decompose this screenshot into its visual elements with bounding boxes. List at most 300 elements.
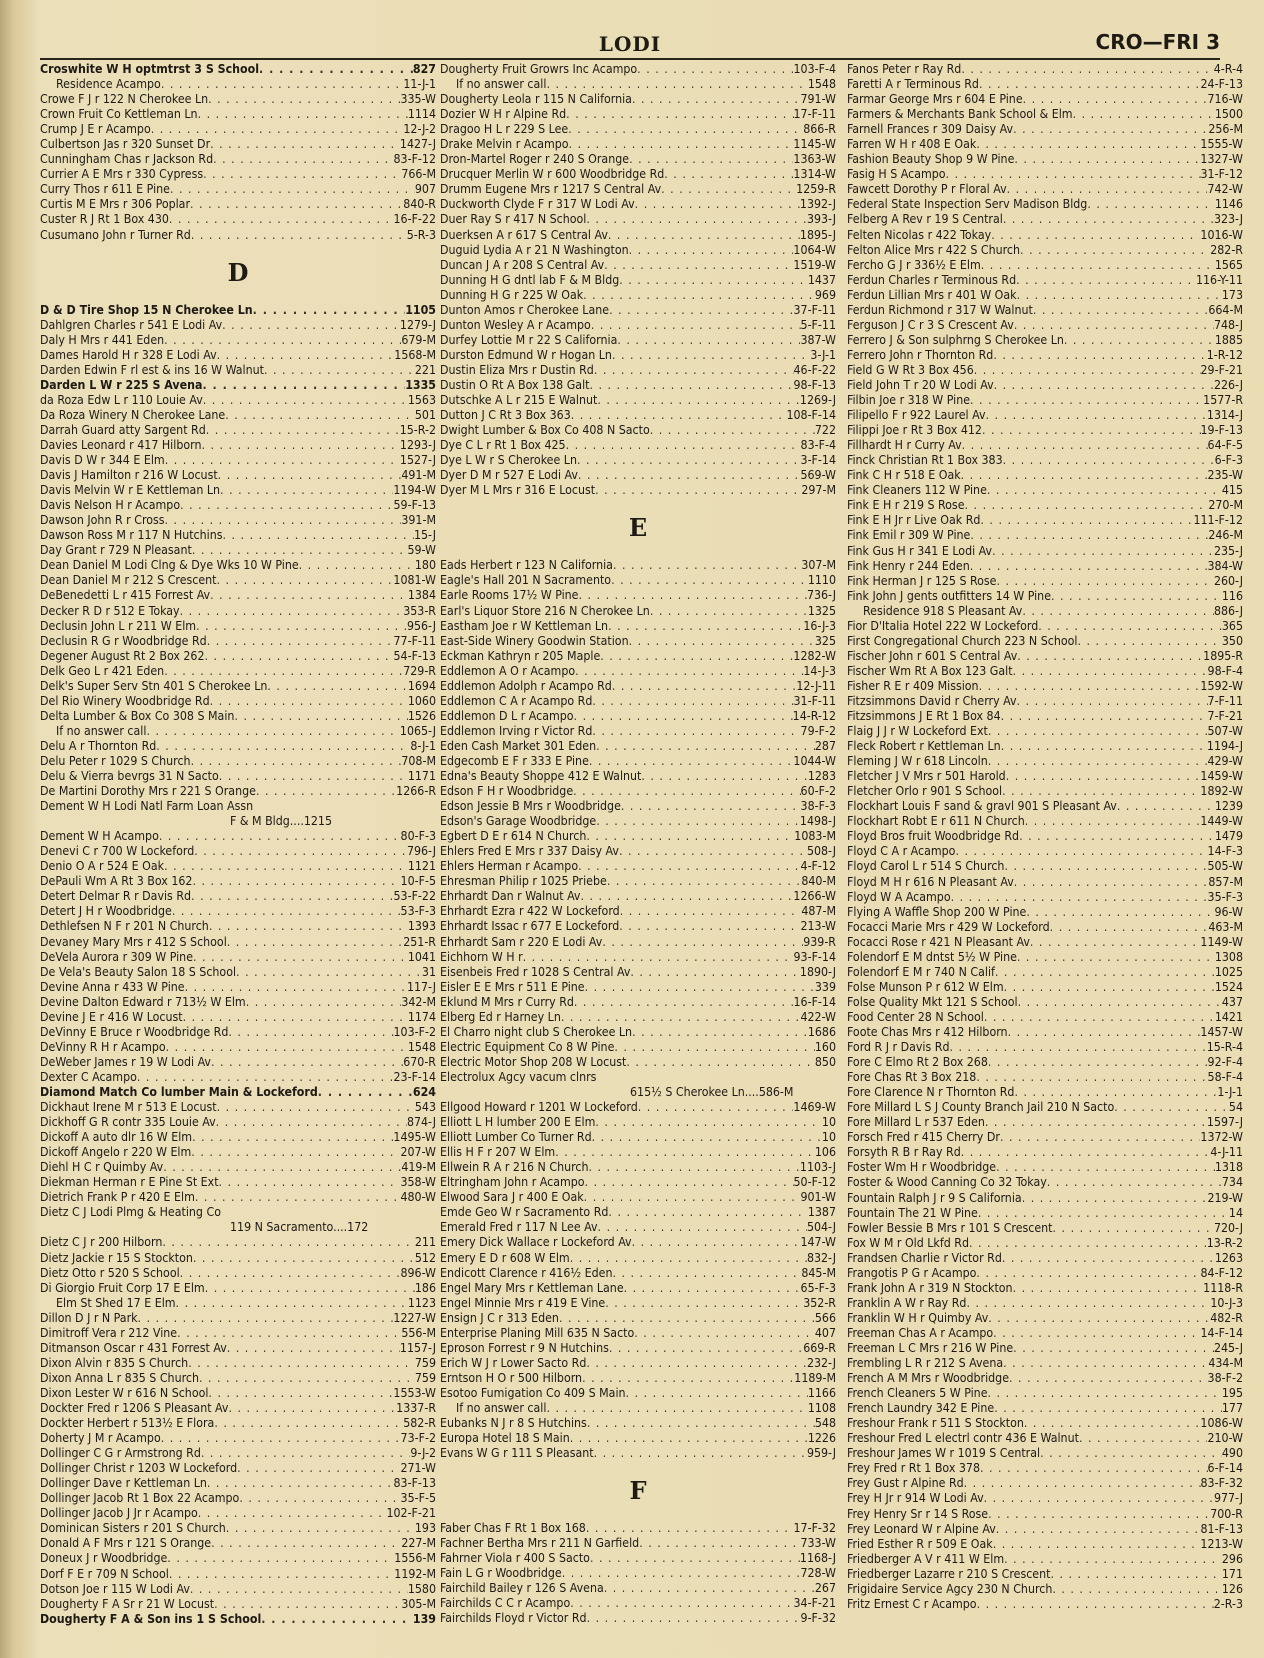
- listing-number: 1123: [407, 1295, 436, 1310]
- listing-number: 1266-W: [793, 889, 836, 904]
- listing-entry: [40, 1266, 436, 1281]
- listing-number: 1314-J: [1206, 408, 1243, 423]
- leader-dots: [1022, 1191, 1208, 1206]
- listing-number: 759: [414, 1355, 436, 1370]
- leader-dots: [592, 724, 800, 739]
- listing-entry: [847, 890, 1243, 905]
- listing-entry: [847, 829, 1243, 844]
- listing-number: 939-R: [803, 934, 836, 949]
- listing-name: Freeman Chas A r Acampo: [847, 1325, 994, 1340]
- listing-entry: [40, 1461, 436, 1476]
- leader-dots: [194, 844, 407, 859]
- leader-dots: [1023, 92, 1208, 107]
- listing-number: 31: [421, 964, 436, 979]
- leader-dots: [1052, 1582, 1222, 1597]
- listing-entry: [40, 152, 436, 167]
- listing-number: 501: [414, 407, 436, 422]
- leader-dots: [220, 483, 393, 498]
- listing-name: Forsyth R B r Ray Rd: [847, 1145, 961, 1160]
- listing-name: Fletcher Orlo r 901 S School: [847, 784, 1003, 799]
- listing-entry: [40, 438, 436, 453]
- leader-dots: [1117, 799, 1215, 814]
- listing-number: 437: [1221, 994, 1243, 1009]
- listing-number: 874-J: [406, 1115, 436, 1130]
- listing-number: 296: [1221, 1551, 1243, 1566]
- listing-entry: [440, 1160, 836, 1175]
- listing-entry: [847, 1236, 1243, 1251]
- listing-number: 759: [414, 1370, 436, 1385]
- leader-dots: [205, 649, 394, 664]
- leader-dots: [608, 1205, 807, 1220]
- listing-entry: [440, 1446, 836, 1461]
- listing-number: 53-F-22: [393, 889, 436, 904]
- listing-name: Fitzsimmons David r Cherry Av: [847, 693, 1017, 708]
- listing-entry: [440, 769, 836, 784]
- leader-dots: [598, 1220, 807, 1235]
- listing-name: Crowe F J r 122 N Cherokee Ln: [40, 92, 209, 107]
- listing-number: 669-R: [803, 1340, 836, 1355]
- listing-entry: [440, 1581, 836, 1596]
- listing-number: 14-J-3: [803, 663, 836, 678]
- listing-name: F & M Bldg: [230, 814, 290, 829]
- listing-name: Filbin Joe r 318 W Pine: [847, 393, 971, 408]
- listing-entry: [40, 543, 436, 558]
- leader-dots: [619, 844, 807, 859]
- leader-dots: [1001, 739, 1207, 754]
- listing-name: Edson's Garage Woodbridge: [440, 814, 597, 829]
- listing-name: Dollinger C G r Armstrong Rd: [40, 1446, 201, 1461]
- listing-name: Day Grant r 729 N Pleasant: [40, 543, 192, 558]
- listing-entry: [440, 1175, 836, 1190]
- listing-name: Federal State Inspection Serv Madison Bldg: [847, 197, 1088, 212]
- listing-entry: [847, 1296, 1243, 1311]
- listing-name: Devine Dalton Edward r 713½ W Elm: [40, 994, 246, 1009]
- listing-name: Frey Gust r Alpine Rd: [847, 1476, 964, 1491]
- listing-entry: [40, 318, 436, 333]
- listing-entry: [440, 950, 836, 965]
- listing-number: 857-M: [1208, 874, 1243, 889]
- leader-dots: [192, 543, 408, 558]
- listing-name: Frey H Jr r 914 W Lodi Av: [847, 1491, 984, 1506]
- listing-name: Fasig H S Acampo: [847, 167, 946, 182]
- listing-entry: [847, 453, 1243, 468]
- listing-number: 235-W: [1207, 468, 1243, 483]
- listing-number: 116: [1221, 588, 1243, 603]
- listing-entry: [40, 1567, 436, 1582]
- listing-number: 271-W: [400, 1461, 436, 1476]
- listing-number: 1083-M: [794, 829, 836, 844]
- leader-dots: [596, 814, 800, 829]
- listing-entry: [40, 634, 436, 649]
- listing-number: 31-F-12: [1200, 167, 1243, 182]
- listing-name: Dean Daniel M Lodi Clng & Dye Wks 10 W Pine: [40, 558, 299, 573]
- leader-dots: [961, 1145, 1211, 1160]
- listing-number: 720-J: [1213, 1220, 1243, 1235]
- listing-name: Elliott L H lumber 200 E Elm: [440, 1115, 596, 1130]
- listing-number: 1479: [1214, 829, 1243, 844]
- listing-entry: [40, 1025, 436, 1040]
- listing-entry: [847, 62, 1243, 77]
- listing-number: 708-M: [401, 753, 436, 768]
- listing-entry: [847, 709, 1243, 724]
- leader-dots: [546, 77, 807, 92]
- listing-number: 10: [821, 1130, 836, 1145]
- listing-name: Dorf F E r 709 N School: [40, 1566, 169, 1581]
- leader-dots: [597, 393, 800, 408]
- leader-dots: [267, 679, 407, 694]
- listing-entry: [440, 1611, 836, 1626]
- listing-entry: [440, 799, 836, 814]
- leader-dots: [976, 1070, 1207, 1085]
- listing-number: 37-F-11: [793, 302, 836, 317]
- listing-number: 490: [1221, 1446, 1243, 1461]
- listing-entry: [40, 1431, 436, 1446]
- listing-number: 1239: [1214, 799, 1243, 814]
- leader-dots: [962, 438, 1208, 453]
- listing-entry: [440, 393, 836, 408]
- listing-entry: [440, 1235, 836, 1250]
- listing-entry: [847, 1446, 1243, 1461]
- listing-entry: [440, 1311, 836, 1326]
- listing-number: 827: [412, 62, 436, 76]
- listing-entry: [40, 468, 436, 483]
- listing-entry: [440, 664, 836, 679]
- listing-name: Eddlemon A O r Acampo: [440, 663, 576, 678]
- listing-number: 393-J: [806, 212, 836, 227]
- listing-entry: [440, 212, 836, 227]
- listing-number: 193: [414, 1521, 436, 1536]
- listing-entry: [847, 1582, 1243, 1597]
- listing-entry: [440, 62, 836, 77]
- listing-name: Dames Harold H r 328 E Lodi Av: [40, 347, 217, 362]
- listing-number: 350: [1221, 633, 1243, 648]
- listing-name: Fink Henry r 244 Eden: [847, 558, 970, 573]
- listing-entry: [440, 1566, 836, 1581]
- listing-entry: [847, 528, 1243, 543]
- listing-name: Declusin R G r Woodbridge Rd: [40, 633, 207, 648]
- listing-name: Folendorf E M r 740 N Calif: [847, 964, 995, 979]
- listing-name: Friedberger A V r 411 W Elm: [847, 1551, 1005, 1566]
- listing-name: Freshour Frank r 511 S Stockton: [847, 1416, 1024, 1431]
- listing-name: Delu Peter r 1029 S Church: [40, 753, 191, 768]
- listing-name: Fairchild Bailey r 126 S Avena: [440, 1581, 604, 1596]
- listing-number: 227-M: [401, 1536, 436, 1551]
- listing-entry: [40, 664, 436, 679]
- listing-number: 1556-M: [394, 1551, 436, 1566]
- leader-dots: [191, 754, 402, 769]
- listing-name: Floyd W A Acampo: [847, 889, 951, 904]
- leader-dots: [214, 1597, 401, 1612]
- listing-number: 282-R: [1210, 242, 1243, 257]
- leader-dots: [626, 1055, 815, 1070]
- leader-dots: [1018, 995, 1222, 1010]
- listing-entry: [847, 995, 1243, 1010]
- listing-entry: [40, 1040, 436, 1055]
- listing-number: 11-J-1: [403, 77, 436, 92]
- listing-number: 23-F-14: [393, 1069, 436, 1084]
- listing-number: 1427-J: [399, 137, 436, 152]
- leader-dots: [218, 468, 402, 483]
- listing-name: Dillon D J r N Park: [40, 1310, 138, 1325]
- listing-number: 1500: [1214, 107, 1243, 122]
- leader-dots: [650, 423, 815, 438]
- leader-dots: [955, 844, 1207, 859]
- listing-entry: [847, 137, 1243, 152]
- listing-entry: [440, 1251, 836, 1266]
- listing-entry: [847, 1206, 1243, 1221]
- leader-dots: [1017, 950, 1215, 965]
- listing-name: Floyd C A r Acampo: [847, 844, 956, 859]
- leader-dots: [223, 528, 414, 543]
- leader-dots: [986, 408, 1207, 423]
- listing-name: Frembling L R r 212 S Avena: [847, 1356, 1004, 1371]
- leader-dots: [568, 122, 803, 137]
- listing-number: 1103-J: [799, 1160, 836, 1175]
- leader-dots: [1047, 1175, 1222, 1190]
- leader-dots: [993, 348, 1206, 363]
- listing-entry: [440, 1356, 836, 1371]
- leader-dots: [555, 1145, 815, 1160]
- listing-name: Floyd Carol L r 514 S Church: [847, 859, 1005, 874]
- listing-name: Dixon Anna L r 835 S Church: [40, 1370, 199, 1385]
- listing-entry: [847, 544, 1243, 559]
- listing-entry: [847, 468, 1243, 483]
- leader-dots: [1002, 1251, 1215, 1266]
- listing-entry: [40, 1055, 436, 1070]
- leader-dots: [1064, 333, 1215, 348]
- listing-entry: [40, 453, 436, 468]
- listing-name: Drucquer Merlin W r 600 Woodbridge Rd: [440, 167, 665, 182]
- listing-entry: [440, 122, 836, 137]
- listing-name: Dimitroff Vera r 212 Vine: [40, 1325, 178, 1340]
- listing-name: Egbert D E r 614 N Church: [440, 829, 587, 844]
- listing-name: French Laundry 342 E Pine: [847, 1401, 995, 1416]
- listing-entry: [440, 438, 836, 453]
- leader-dots: [169, 212, 394, 227]
- listing-number: 1189-M: [794, 1370, 836, 1385]
- listing-name: Emde Geo W r Sacramento Rd: [440, 1205, 609, 1220]
- leader-dots: [589, 754, 794, 769]
- leader-dots: [619, 273, 808, 288]
- listing-entry: [847, 1010, 1243, 1025]
- leader-dots: [166, 1040, 408, 1055]
- leader-dots: [1000, 1130, 1200, 1145]
- listing-entry: [847, 212, 1243, 227]
- listing-entry: [847, 1040, 1243, 1055]
- listing-number: 195: [1221, 1386, 1243, 1401]
- listing-number: 1269-J: [799, 393, 836, 408]
- listing-name: Food Center 28 N School: [847, 1009, 984, 1024]
- listing-entry: [440, 1266, 836, 1281]
- listing-number: 1885: [1214, 332, 1243, 347]
- leader-dots: [985, 1115, 1207, 1130]
- listing-name: Davis Nelson H r Acampo: [40, 498, 181, 513]
- listing-number: 2-R-3: [1213, 1596, 1243, 1611]
- leader-dots: [996, 1160, 1215, 1175]
- listing-name: Fairchilds C C r Acampo: [440, 1596, 571, 1611]
- listing-number: 1890-J: [799, 964, 836, 979]
- listing-name: Dougherty Leola r 115 N California: [440, 92, 632, 107]
- listing-number: 429-W: [1207, 754, 1243, 769]
- listing-entry: [40, 1416, 436, 1431]
- listing-entry: [847, 483, 1243, 498]
- listing-number: 65-F-3: [800, 1280, 836, 1295]
- listing-entry: [847, 393, 1243, 408]
- leader-dots: [993, 1537, 1201, 1552]
- listing-name: Dickhaut Irene M r 513 E Locust: [40, 1100, 217, 1115]
- listing-number: 548: [814, 1416, 836, 1431]
- listing-entry: [440, 844, 836, 859]
- listing-entry: [847, 243, 1243, 258]
- column-3: [847, 62, 1243, 1612]
- listing-entry: [847, 288, 1243, 303]
- listing-number: 480-W: [400, 1190, 436, 1205]
- listing-name: Fink C H r 518 E Oak: [847, 468, 961, 483]
- listing-entry: [847, 980, 1243, 995]
- leader-dots: [208, 92, 400, 107]
- listing-entry: [847, 1416, 1243, 1431]
- leader-dots: [961, 62, 1213, 77]
- listing-entry: [40, 558, 436, 573]
- listing-name: Filipello F r 922 Laurel Av: [847, 408, 986, 423]
- listing-number: 977-J: [1213, 1491, 1243, 1506]
- listing-entry: [440, 859, 836, 874]
- listing-name: Frey Leonard W r Alpine Av: [847, 1521, 996, 1536]
- listing-entry: [847, 814, 1243, 829]
- listing-name: Doneux J r Woodbridge: [40, 1551, 168, 1566]
- listing-number: 1118-R: [1203, 1280, 1243, 1295]
- listing-entry: [40, 122, 436, 137]
- listing-name: Frey Henry Sr r 14 S Rose: [847, 1506, 989, 1521]
- listing-number: 670-R: [403, 1054, 436, 1069]
- listing-entry: [847, 1476, 1243, 1491]
- listing-name: Folendorf E M dntst 5½ W Pine: [847, 949, 1017, 964]
- listing-name: Eastham Joe r W Kettleman Ln: [440, 618, 609, 633]
- leader-dots: [1026, 905, 1214, 920]
- leader-dots: [228, 1401, 396, 1416]
- leader-dots: [988, 724, 1208, 739]
- listing-entry: [40, 1281, 436, 1296]
- leader-dots: [607, 874, 802, 889]
- listing-name: Forsch Fred r 415 Cherry Dr: [847, 1130, 1000, 1145]
- listing-entry: [40, 604, 436, 619]
- leader-dots: [595, 483, 801, 498]
- leader-dots: [612, 1266, 801, 1281]
- leader-dots: [976, 137, 1200, 152]
- listing-name: Eddlemon Adolph r Acampo Rd: [440, 678, 612, 693]
- column-1: [40, 62, 436, 1627]
- header-rule: [40, 58, 1220, 60]
- listing-number: 17-F-11: [793, 107, 836, 122]
- leader-dots: [978, 1206, 1229, 1221]
- leader-dots: [1004, 1552, 1222, 1567]
- listing-number: 1283: [807, 769, 836, 784]
- listing-entry: [440, 649, 836, 664]
- listing-name: Freeman L C Mrs r 216 W Pine: [847, 1340, 1014, 1355]
- listing-name: DeWeber James r 19 W Lodi Av: [40, 1054, 211, 1069]
- listing-number: 1016-W: [1200, 227, 1243, 242]
- listing-number: 102-F-21: [386, 1506, 436, 1521]
- leader-dots: [604, 1581, 815, 1596]
- listing-number: 19-F-13: [1200, 423, 1243, 438]
- listing-entry: [40, 919, 436, 934]
- listing-entry: [440, 874, 836, 889]
- listing-number: 1279-J: [399, 317, 436, 332]
- listing-name: Emery Dick Wallace r Lockeford Av: [440, 1235, 632, 1250]
- listing-name: Electrolux Agcy vacum clnrs: [440, 1069, 597, 1084]
- listing-name: Foster & Wood Canning Co 32 Tokay: [847, 1175, 1047, 1190]
- listing-name: De Martini Dorothy Mrs r 221 S Orange: [40, 784, 256, 799]
- leader-dots: [965, 498, 1209, 513]
- page-range-label: CRO—FRI 3: [1095, 30, 1220, 54]
- leader-dots: [216, 1115, 407, 1130]
- listing-number: 10-F-5: [400, 874, 436, 889]
- listing-entry: [40, 1446, 436, 1461]
- listing-entry: [40, 844, 436, 859]
- listing-name: French Cleaners 5 W Pine: [847, 1386, 988, 1401]
- leader-dots: [1014, 318, 1214, 333]
- leader-dots: [165, 453, 400, 468]
- listing-number: 207-W: [400, 1145, 436, 1160]
- listing-name: Eckman Kathryn r 205 Maple: [440, 648, 601, 663]
- leader-dots: [205, 1281, 415, 1296]
- listing-number: 1266-R: [396, 784, 436, 799]
- listing-number: 1293-J: [399, 437, 436, 452]
- listing-name: Finck Christian Rt 1 Box 383: [847, 453, 1003, 468]
- listing-entry: [440, 1596, 836, 1611]
- listing-name: Filippi Joe r Rt 3 Box 412: [847, 423, 982, 438]
- listing-number: 766-M: [401, 167, 436, 182]
- listing-name: Ensign J C r 313 Eden: [440, 1310, 559, 1325]
- leader-dots: [979, 77, 1201, 92]
- listing-name: Ferdun Richmond r 317 W Walnut: [847, 302, 1033, 317]
- leader-dots: [570, 1596, 793, 1611]
- listing-entry: [440, 258, 836, 273]
- listing-name: Engel Minnie Mrs r 419 E Vine: [440, 1295, 606, 1310]
- leader-dots: [161, 1431, 401, 1446]
- leader-dots: [1016, 273, 1196, 288]
- listing-name: Davis D W r 344 E Elm: [40, 453, 165, 468]
- leader-dots: [587, 1611, 801, 1626]
- listing-number: 221: [414, 362, 436, 377]
- listing-name: Eproson Forrest r 9 N Hutchins: [440, 1340, 609, 1355]
- listing-name: Fawcett Dorothy P r Floral Av: [847, 182, 1007, 197]
- listing-name: Edson F H r Woodbridge: [440, 784, 574, 799]
- listing-number: 1495-W: [393, 1130, 436, 1145]
- leader-dots: [1001, 709, 1208, 724]
- listing-entry: [440, 980, 836, 995]
- listing-number: 700-R: [1210, 1506, 1243, 1521]
- listing-name: Frank John A r 319 N Stockton: [847, 1280, 1013, 1295]
- leader-dots: [234, 709, 407, 724]
- section-letter: F: [629, 1476, 647, 1506]
- listing-number: 796-J: [406, 844, 436, 859]
- leader-dots: [566, 107, 793, 122]
- listing-name: Eddlemon C A r Acampo Rd: [440, 693, 593, 708]
- listing-name: Fink Cleaners 112 W Pine: [847, 483, 987, 498]
- listing-number: 226-J: [1213, 377, 1243, 392]
- leader-dots: [239, 1491, 400, 1506]
- listing-entry: [40, 197, 436, 212]
- listing-number: 391-M: [401, 513, 436, 528]
- listing-number: 34-F-21: [793, 1596, 836, 1611]
- listing-entry: [847, 1115, 1243, 1130]
- listing-name: Dwight Lumber & Box Co 408 N Sacto: [440, 423, 650, 438]
- leader-dots: [637, 62, 793, 77]
- leader-dots: [1013, 1341, 1214, 1356]
- listing-number: 14-R-12: [792, 708, 836, 723]
- leader-dots: [619, 919, 800, 934]
